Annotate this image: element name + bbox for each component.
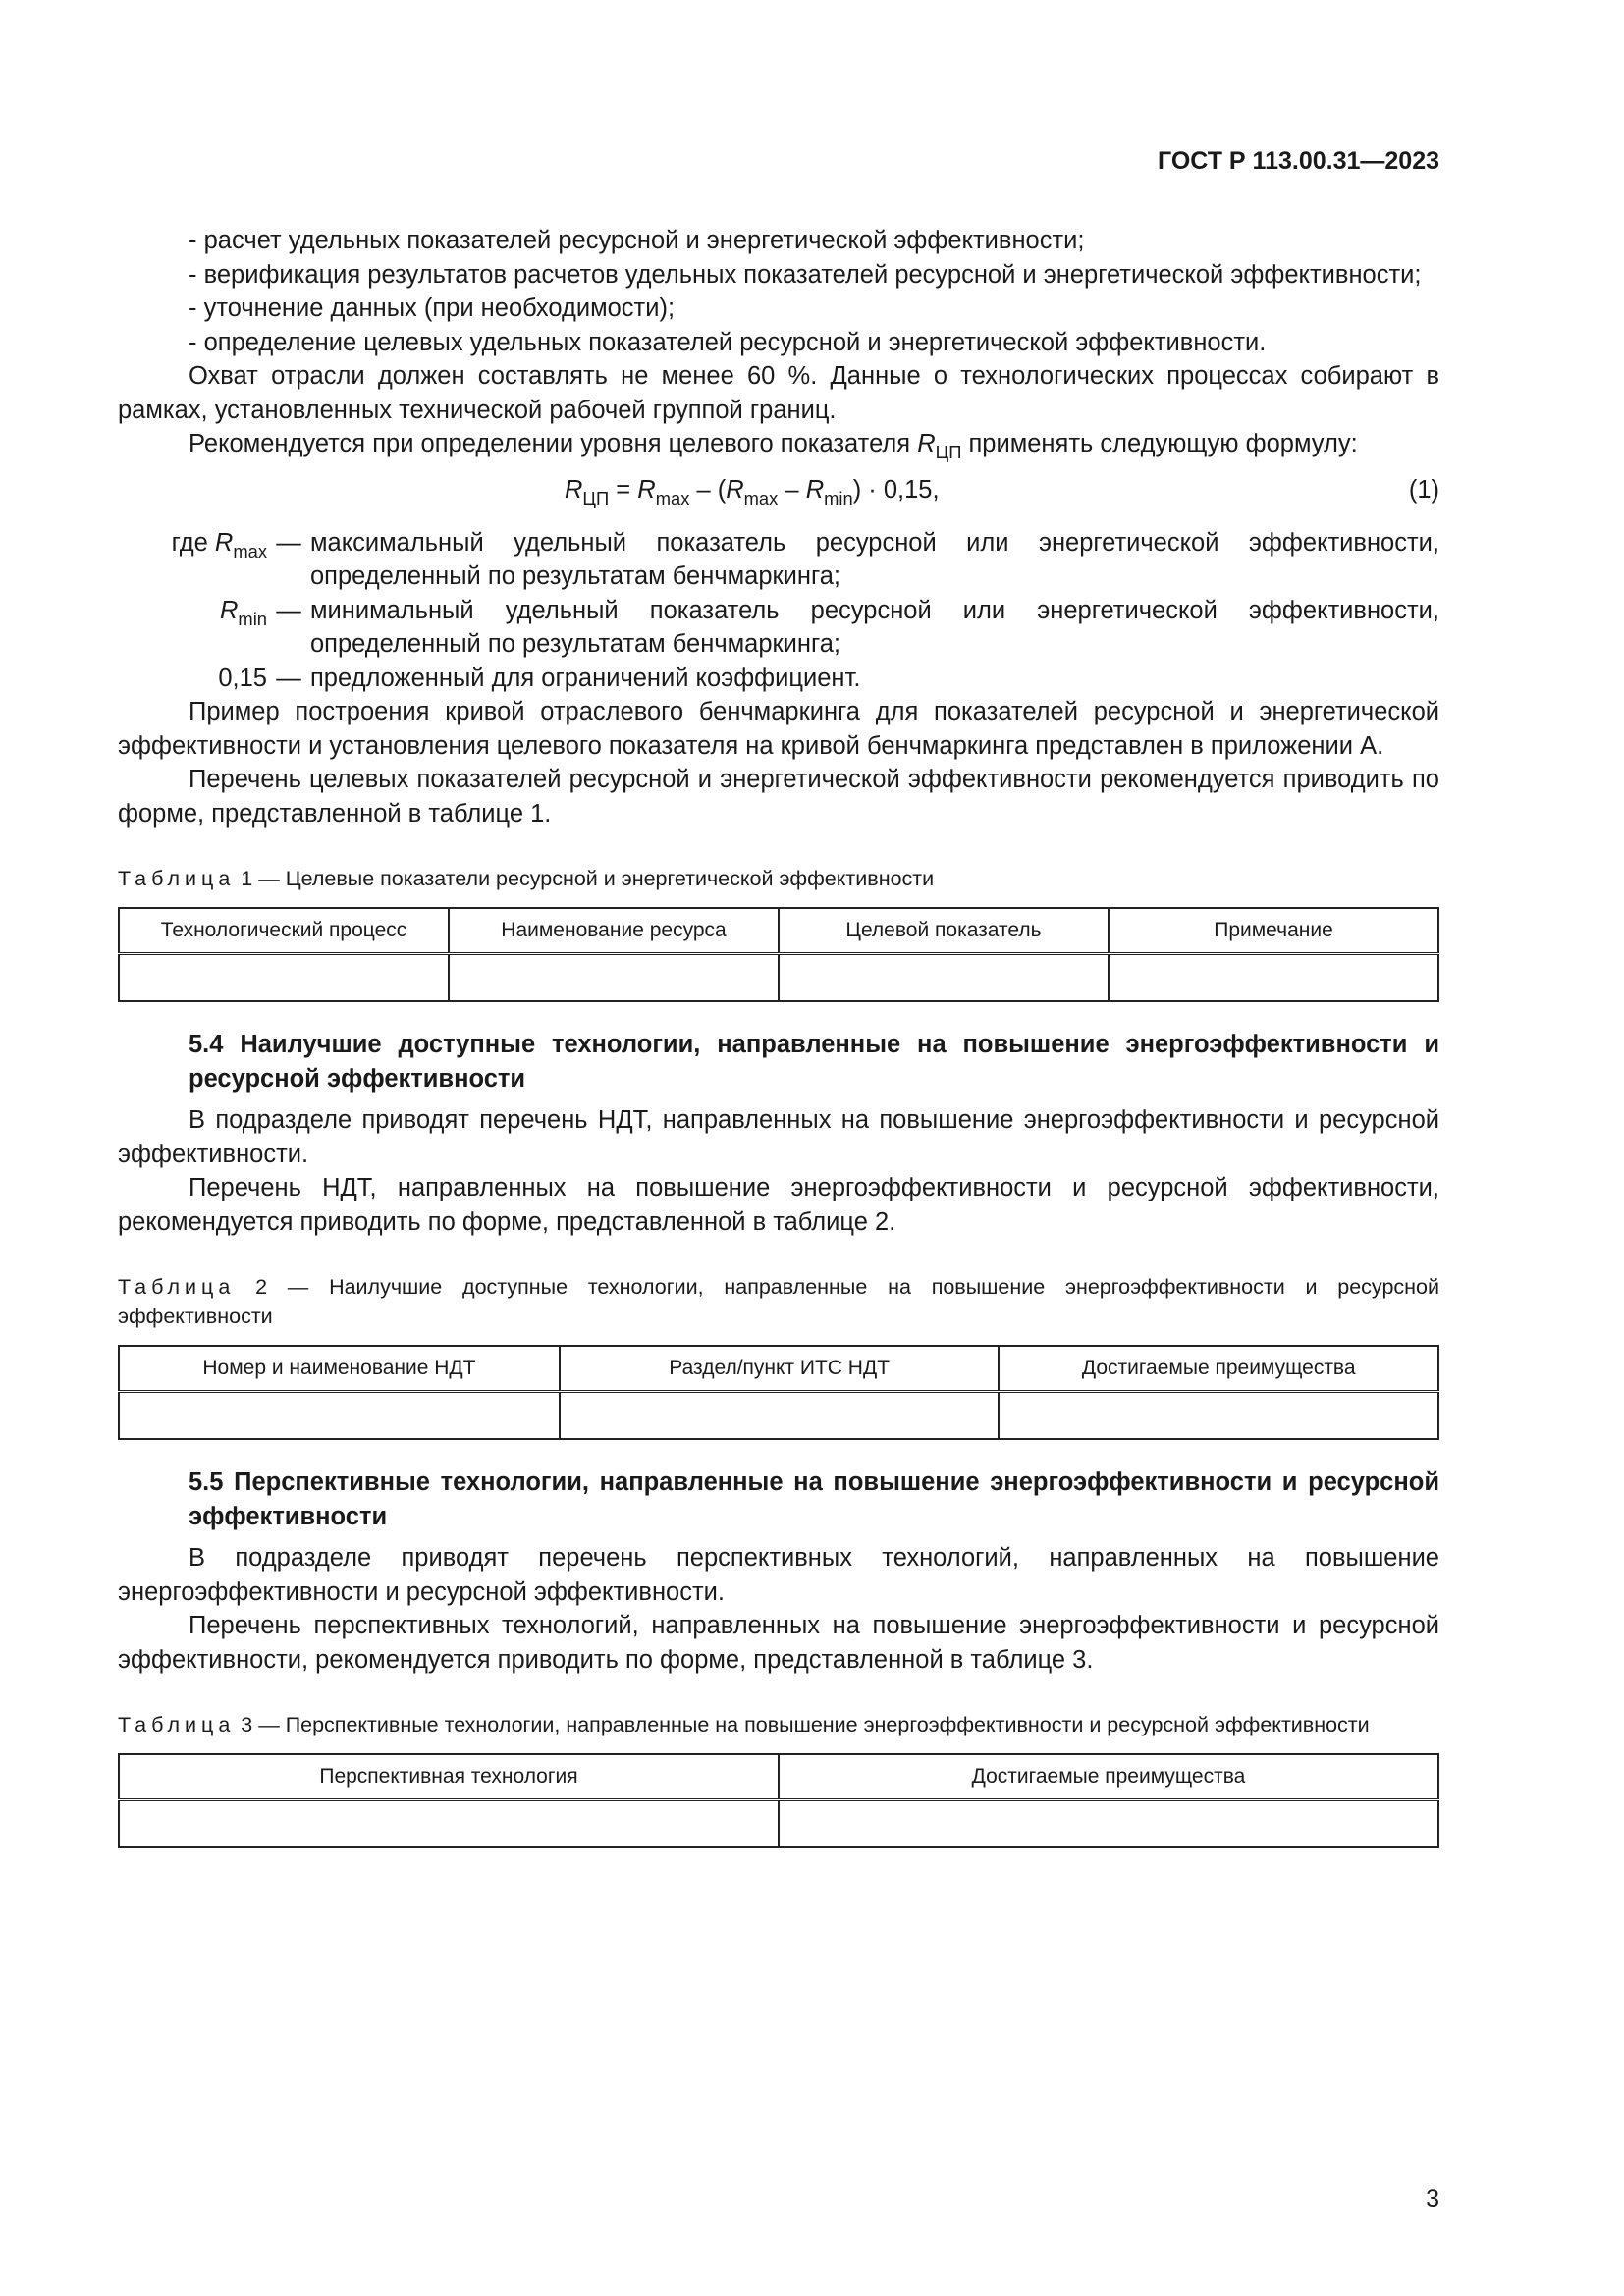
document-body bbox=[118, 224, 1439, 1848]
table-bat bbox=[118, 1345, 1439, 1440]
list-item: - верификация результатов расчетов удельных показателей ресурсной и энергетической эффективности; bbox=[189, 260, 1422, 289]
paragraph: В подразделе приводят перечень НДТ, направленных на повышение энергоэффективности и ресурсной эффективности. bbox=[118, 1106, 1439, 1168]
table-header-cell: Примечание bbox=[1109, 908, 1438, 954]
formula-legend bbox=[118, 526, 1439, 696]
formula bbox=[118, 473, 1439, 516]
table-header-cell: Наименование ресурса bbox=[449, 908, 779, 954]
table-header-cell: Технологический процесс bbox=[119, 908, 449, 954]
section-title-5-4: 5.4 Наилучшие доступные технологии, направленные на повышение энергоэффективности и ресурсной эффективности bbox=[189, 1031, 1439, 1093]
page-number: 3 bbox=[1426, 2185, 1439, 2213]
table-row bbox=[119, 954, 1438, 1002]
legend-row: где $R_{max}$ — максимальный удельный показатель ресурсной или энергетической эффективности, определенный по результатам бенчмаркинга; bbox=[171, 528, 1439, 590]
table-caption: Таблица 2 — Наилучшие доступные технологии, направленные на повышение энергоэффективности и ресурсной эффективности bbox=[118, 1275, 1439, 1328]
table-row bbox=[119, 1392, 1438, 1440]
legend-row: 0,15 — предложенный для ограничений коэффициент. bbox=[218, 664, 861, 692]
table-header-cell: Перспективная технология bbox=[119, 1754, 779, 1800]
table-caption: Таблица 1 — Целевые показатели ресурсной и энергетической эффективности bbox=[118, 867, 935, 890]
paragraph: Перечень перспективных технологий, направленных на повышение энергоэффективности и ресурсной эффективности, рекомендуется приводить по форме, представленной в таблице 3. bbox=[118, 1612, 1439, 1674]
paragraph-coverage: Охват отрасли должен составлять не менее 60 %. Данные о технологических процессах собирают в рамках, установленных технической рабочей группой границ. bbox=[118, 362, 1439, 424]
list-item: - определение целевых удельных показателей ресурсной и энергетической эффективности. bbox=[189, 328, 1267, 356]
paragraph: В подразделе приводят перечень перспективных технологий, направленных на повышение энергоэффективности и ресурсной эффективности. bbox=[118, 1544, 1439, 1606]
list-item: - расчет удельных показателей ресурсной и энергетической эффективности; bbox=[189, 227, 1085, 254]
list-item: - уточнение данных (при необходимости); bbox=[189, 294, 676, 322]
table-header-cell: Целевой показатель bbox=[779, 908, 1109, 954]
paragraph-example: Пример построения кривой отраслевого бенчмаркинга для показателей ресурсной и энергетической эффективности и установления целевого показателя на кривой бенчмаркинга представлен в приложении А. bbox=[118, 698, 1439, 760]
table-header-cell: Раздел/пункт ИТС НДТ bbox=[560, 1346, 1000, 1392]
table-header-cell: Достигаемые преимущества bbox=[999, 1346, 1438, 1392]
table-target-indicators bbox=[118, 907, 1439, 1002]
table-header-cell: Номер и наименование НДТ bbox=[119, 1346, 560, 1392]
table-header-cell: Достигаемые преимущества bbox=[779, 1754, 1438, 1800]
paragraph-formula-intro: Рекомендуется при определении уровня целевого показателя $R_{ЦП}$ применять следующую формулу: bbox=[189, 430, 1358, 462]
legend-row: $R_{min}$ — минимальный удельный показатель ресурсной или энергетической эффективности, определенный по результатам бенчмаркинга; bbox=[219, 596, 1439, 658]
paragraph-target-list: Перечень целевых показателей ресурсной и энергетической эффективности рекомендуется приводить по форме, представленной в таблице 1. bbox=[118, 766, 1439, 828]
section-title-5-5: 5.5 Перспективные технологии, направленные на повышение энергоэффективности и ресурсной эффективности bbox=[189, 1468, 1439, 1530]
document-id-header: ГОСТ Р 113.00.31—2023 bbox=[1157, 147, 1439, 175]
formula-expression: $R_{ЦП} = R_{max} - (R_{max} - R_{min}) \cdot 0,15$, bbox=[565, 475, 940, 508]
table-prospective-tech bbox=[118, 1753, 1439, 1848]
table-row bbox=[119, 1800, 1438, 1848]
paragraph: Перечень НДТ, направленных на повышение энергоэффективности и ресурсной эффективности, рекомендуется приводить по форме, представленной в таблице 2. bbox=[118, 1174, 1439, 1236]
table-caption: Таблица 3 — Перспективные технологии, направленные на повышение энергоэффективности и ресурсной эффективности bbox=[118, 1713, 1370, 1736]
equation-number: (1) bbox=[1408, 475, 1439, 504]
